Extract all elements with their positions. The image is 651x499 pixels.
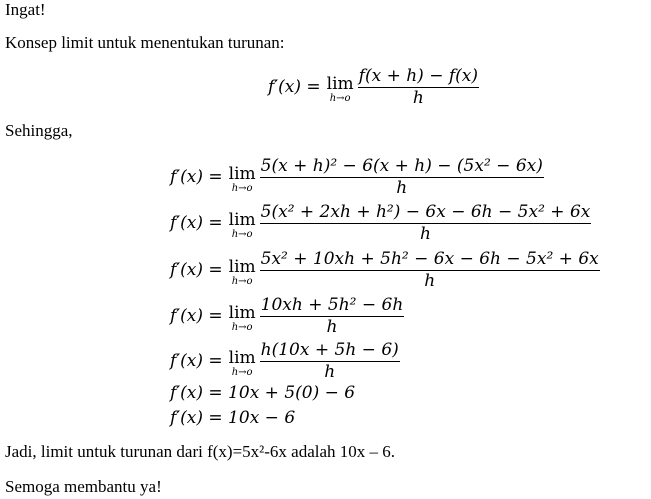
fraction: [260, 340, 400, 382]
denominator: h: [420, 224, 431, 244]
fraction: [358, 66, 479, 108]
denominator: h: [396, 178, 408, 198]
step-7-result: f′(x) = 10x − 6: [170, 408, 296, 428]
fraction: [260, 202, 592, 244]
definition-formula: [268, 64, 479, 110]
fraction: [260, 156, 544, 198]
closing-text: Semoga membantu ya!: [5, 477, 162, 496]
limit-label: lim: [228, 210, 256, 230]
limit-label: lim: [228, 257, 256, 277]
denominator: h: [424, 271, 436, 291]
transition-text: Sehingga,: [5, 121, 73, 140]
numerator: h(10x + 5h − 6): [260, 340, 399, 360]
limit-subscript: h→o: [231, 229, 253, 240]
denominator: h: [324, 362, 336, 382]
limit-operator: [229, 259, 256, 287]
numerator: 10xh + 5h² − 6h: [260, 295, 404, 315]
limit-subscript: h→o: [231, 367, 253, 378]
limit-subscript: h→o: [231, 183, 253, 194]
step-5: [170, 338, 400, 384]
limit-operator: [229, 305, 256, 333]
limit-label: lim: [228, 348, 256, 368]
limit-subscript: h→o: [231, 322, 253, 333]
limit-subscript: h→o: [329, 93, 351, 104]
limit-label: lim: [326, 74, 354, 94]
concept-label: Konsep limit untuk menentukan turunan:: [5, 33, 285, 52]
conclusion-text: Jadi, limit untuk turunan dari f(x)=5x²-6x adalah 10x – 6.: [5, 442, 396, 461]
numerator: 5(x + h)² − 6(x + h) − (5x² − 6x): [260, 156, 543, 176]
limit-operator: [327, 76, 354, 104]
numerator: 5x² + 10xh + 5h² − 6x − 6h − 5x² + 6x: [260, 249, 599, 269]
formula-lhs: f′(x) =: [268, 77, 321, 97]
fraction: [260, 295, 405, 337]
denominator: h: [326, 317, 338, 337]
limit-operator: [229, 350, 256, 378]
limit-label: lim: [228, 164, 256, 184]
formula-lhs: f′(x) =: [170, 306, 223, 326]
numerator: 5(x² + 2xh + h²) − 6x − 6h − 5x² + 6x: [260, 202, 591, 222]
limit-label: lim: [228, 303, 256, 323]
limit-subscript: h→o: [231, 276, 253, 287]
step-4: [170, 293, 404, 339]
limit-operator: [229, 212, 256, 240]
formula-lhs: f′(x) =: [170, 167, 223, 187]
formula-lhs: f′(x) =: [170, 260, 223, 280]
step-2: [170, 200, 591, 246]
formula-lhs: f′(x) =: [170, 351, 223, 371]
heading-ingat: Ingat!: [5, 0, 46, 19]
formula-lhs: f′(x) =: [170, 213, 223, 233]
limit-operator: [229, 166, 256, 194]
numerator: f(x + h) − f(x): [358, 66, 478, 86]
denominator: h: [412, 88, 424, 108]
fraction: [260, 249, 600, 291]
step-3: [170, 247, 600, 293]
step-1: [170, 154, 544, 200]
step-6: f′(x) = 10x + 5(0) − 6: [170, 383, 356, 403]
